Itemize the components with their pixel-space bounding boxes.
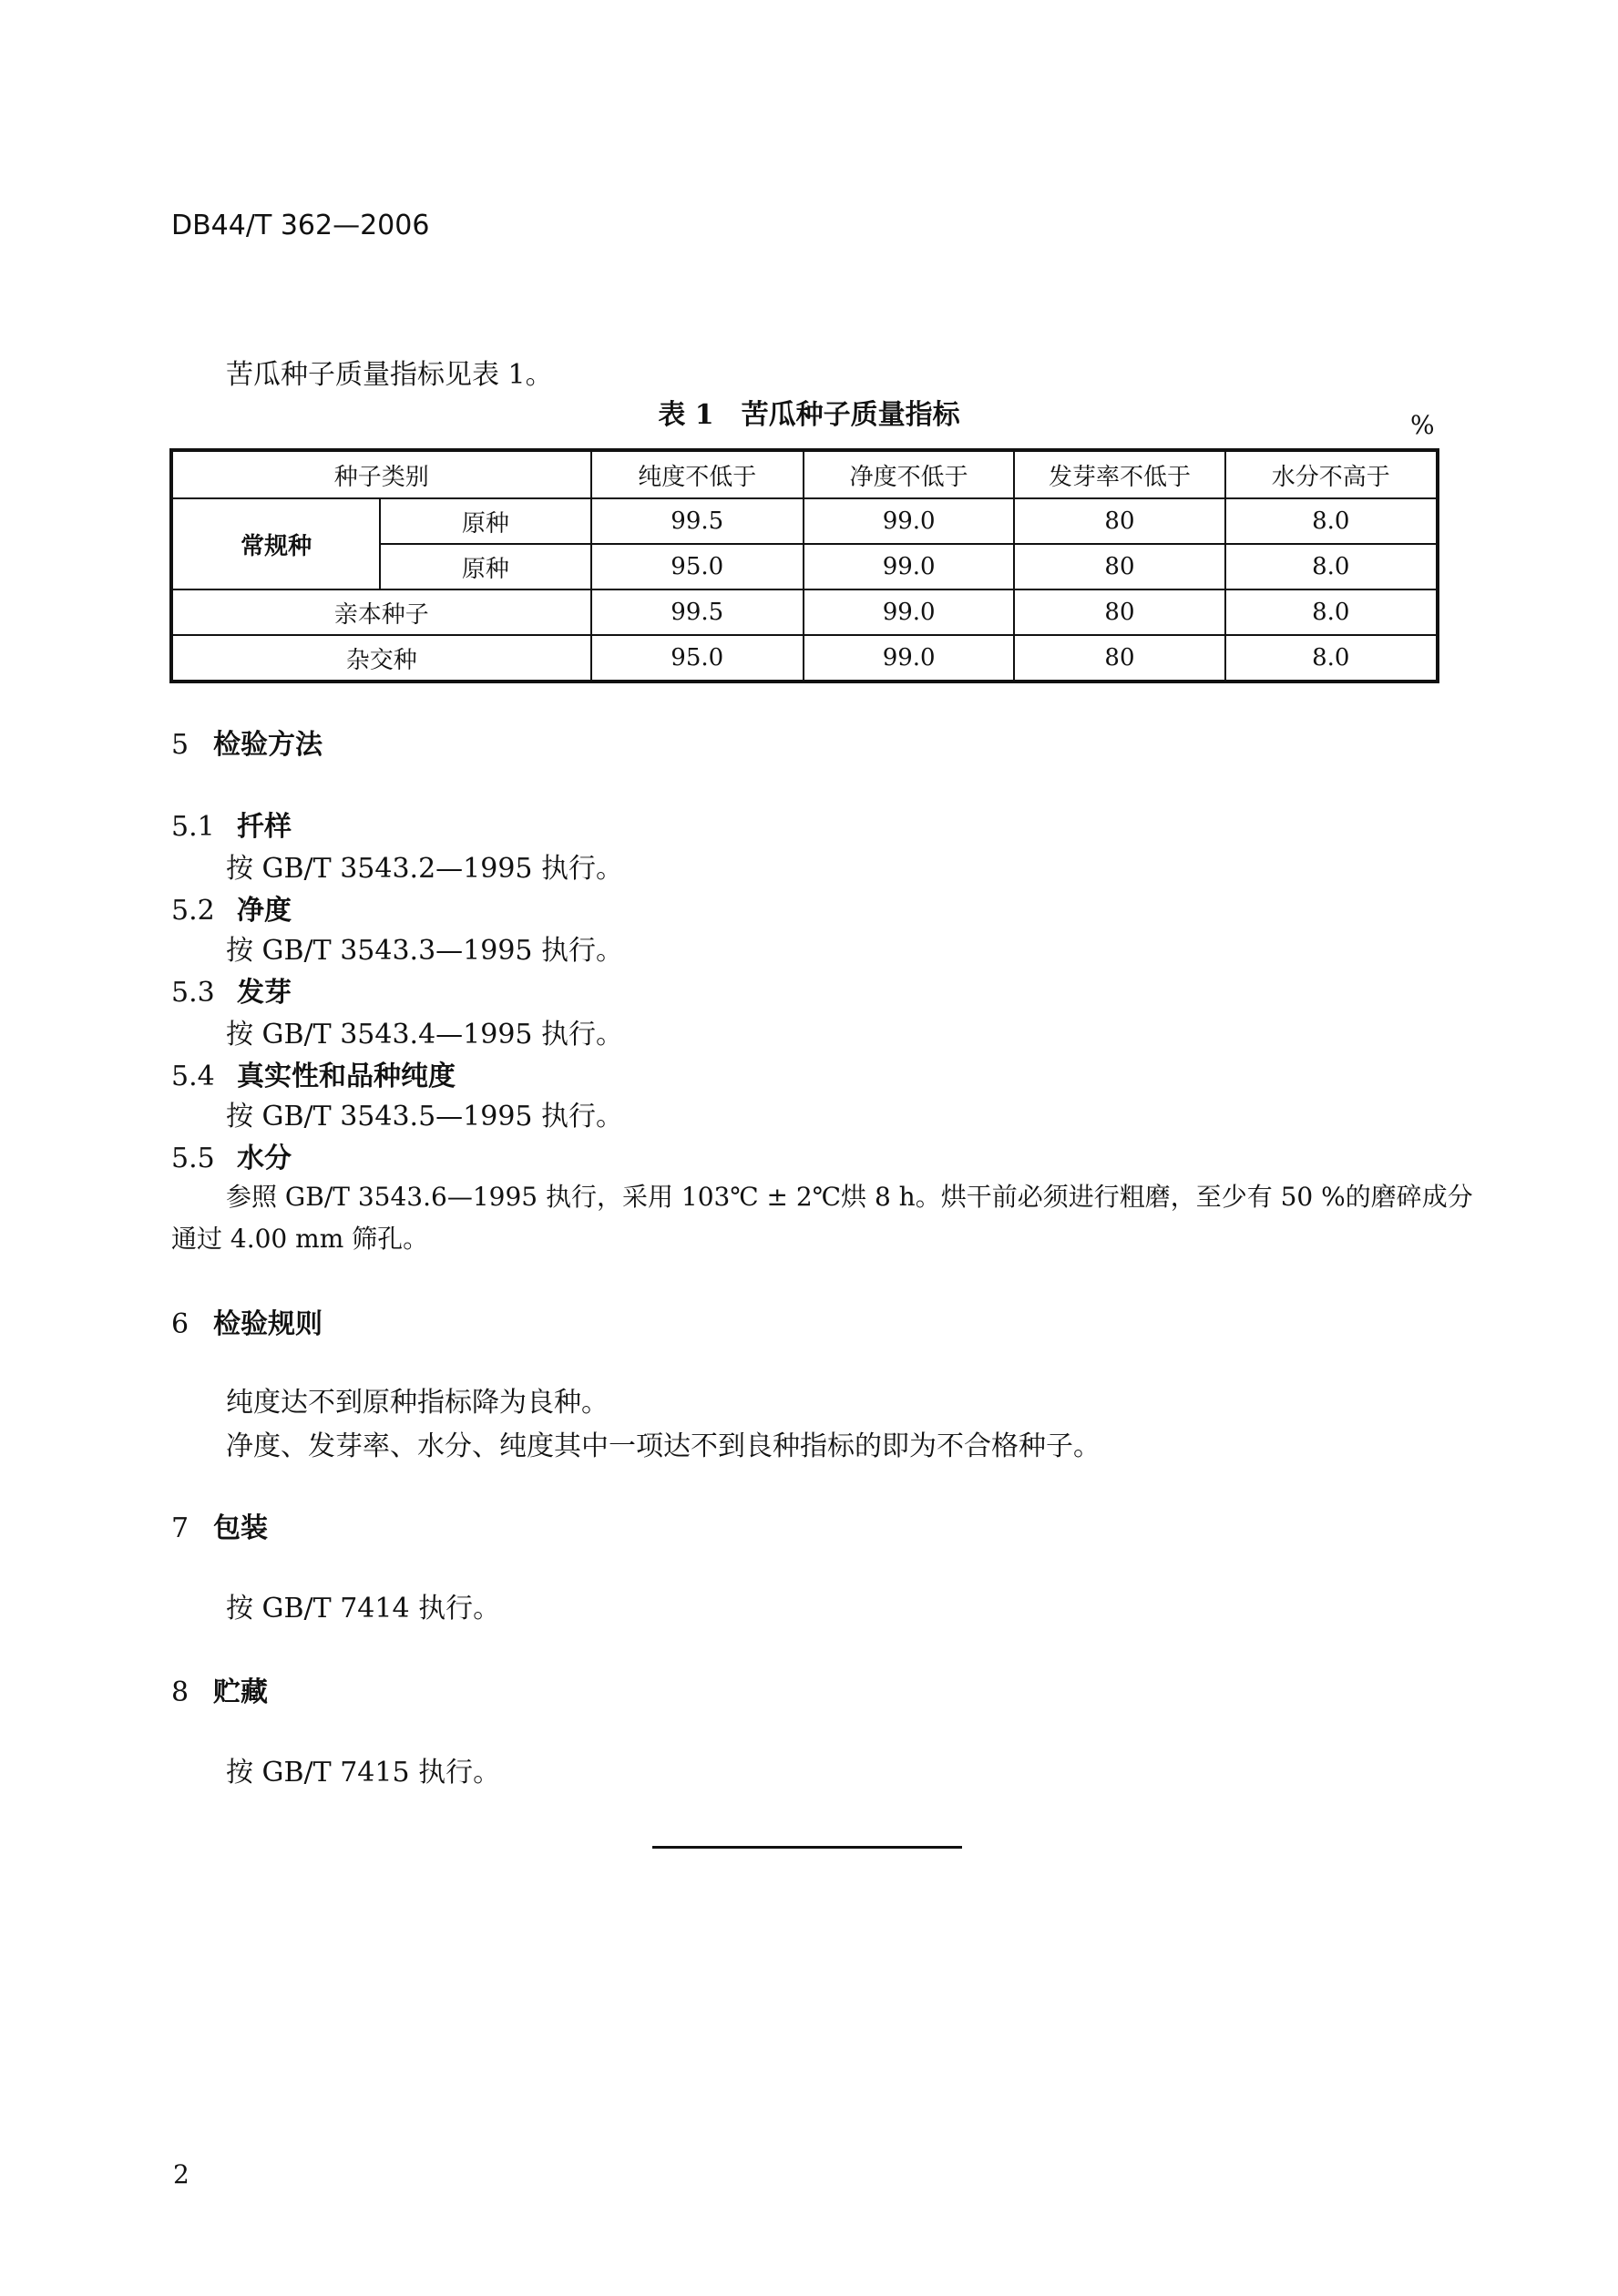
section-6-heading (171, 1301, 323, 1341)
subsection-number: 5.1 (171, 811, 215, 843)
section-7-text: 按 GB/T 7414 执行。 (226, 1593, 501, 1625)
subsection-5-5-heading (171, 1135, 292, 1175)
subsection-number: 5.2 (171, 895, 215, 927)
cell-purity: 99.5 (591, 589, 804, 635)
subsection-title: 发芽 (237, 977, 292, 1009)
cell-purity: 95.0 (591, 635, 804, 682)
subsection-5-2-heading (171, 887, 292, 928)
cell-moisture: 8.0 (1225, 635, 1438, 682)
cell-purity: 99.5 (591, 498, 804, 544)
subsection-5-4-text: 按 GB/T 3543.5—1995 执行。 (226, 1101, 624, 1133)
subsection-5-5-text-cont: 通过 4.00 mm 筛孔。 (171, 1224, 429, 1254)
header-cleanliness: 净度不低于 (804, 450, 1014, 498)
cell-purity: 95.0 (591, 544, 804, 589)
table-caption (0, 392, 1618, 432)
row-category-label: 杂交种 (171, 635, 591, 682)
section-5-heading (171, 722, 323, 762)
quality-spec-table (169, 448, 1439, 683)
cell-germination: 80 (1014, 589, 1224, 635)
standard-code: DB44/T 362—2006 (171, 210, 430, 241)
table-row (171, 635, 1438, 682)
cell-cleanliness: 99.0 (804, 589, 1014, 635)
header-moisture: 水分不高于 (1225, 450, 1438, 498)
subsection-5-3-heading (171, 969, 292, 1010)
cell-cleanliness: 99.0 (804, 544, 1014, 589)
table-caption-title: 苦瓜种子质量指标 (741, 399, 960, 431)
subsection-5-1-text: 按 GB/T 3543.2—1995 执行。 (226, 853, 624, 885)
page-number: 2 (173, 2159, 189, 2189)
table-header-row (171, 450, 1438, 498)
table-row (171, 589, 1438, 635)
section-title: 检验规则 (213, 1308, 323, 1340)
cell-cleanliness: 99.0 (804, 498, 1014, 544)
row-category-label: 亲本种子 (171, 589, 591, 635)
subsection-number: 5.4 (171, 1061, 215, 1092)
subsection-5-1-heading (171, 804, 292, 844)
section-title: 贮藏 (213, 1676, 268, 1708)
row-sub-label: 原种 (380, 498, 590, 544)
intro-paragraph: 苦瓜种子质量指标见表 1。 (226, 359, 553, 391)
section-number: 6 (171, 1308, 189, 1340)
header-germination: 发芽率不低于 (1014, 450, 1224, 498)
section-number: 5 (171, 729, 189, 761)
subsection-title: 扦样 (237, 811, 292, 843)
subsection-title: 真实性和品种纯度 (237, 1061, 456, 1092)
subsection-title: 水分 (237, 1143, 292, 1174)
cell-germination: 80 (1014, 498, 1224, 544)
end-rule (652, 1846, 962, 1849)
section-6-paragraph-2: 净度、发芽率、水分、纯度其中一项达不到良种指标的即为不合格种子。 (226, 1430, 1101, 1462)
cell-moisture: 8.0 (1225, 544, 1438, 589)
cell-cleanliness: 99.0 (804, 635, 1014, 682)
table-row (171, 498, 1438, 544)
row-sub-label: 原种 (380, 544, 590, 589)
cell-germination: 80 (1014, 544, 1224, 589)
section-8-heading (171, 1669, 268, 1709)
table-unit: % (1410, 410, 1435, 440)
section-8-text: 按 GB/T 7415 执行。 (226, 1757, 501, 1789)
section-title: 包装 (213, 1512, 268, 1544)
cell-moisture: 8.0 (1225, 498, 1438, 544)
subsection-5-3-text: 按 GB/T 3543.4—1995 执行。 (226, 1019, 624, 1051)
subsection-number: 5.5 (171, 1143, 215, 1174)
section-number: 7 (171, 1512, 189, 1544)
header-purity: 纯度不低于 (591, 450, 804, 498)
cell-moisture: 8.0 (1225, 589, 1438, 635)
subsection-5-5-text: 参照 GB/T 3543.6—1995 执行，采用 103℃ ± 2℃烘 8 h。烘干前必须进行粗磨，至少有 50 %的磨碎成分 (226, 1182, 1473, 1212)
subsection-5-2-text: 按 GB/T 3543.3—1995 执行。 (226, 935, 624, 967)
subsection-5-4-heading (171, 1053, 456, 1093)
row-group-label: 常规种 (171, 498, 380, 589)
table-caption-number: 表 1 (658, 399, 714, 431)
section-6-paragraph-1: 纯度达不到原种指标降为良种。 (226, 1387, 609, 1419)
header-seed-category: 种子类别 (171, 450, 591, 498)
subsection-title: 净度 (237, 895, 292, 927)
section-7-heading (171, 1505, 268, 1545)
section-title: 检验方法 (213, 729, 323, 761)
cell-germination: 80 (1014, 635, 1224, 682)
section-number: 8 (171, 1676, 189, 1708)
subsection-number: 5.3 (171, 977, 215, 1009)
